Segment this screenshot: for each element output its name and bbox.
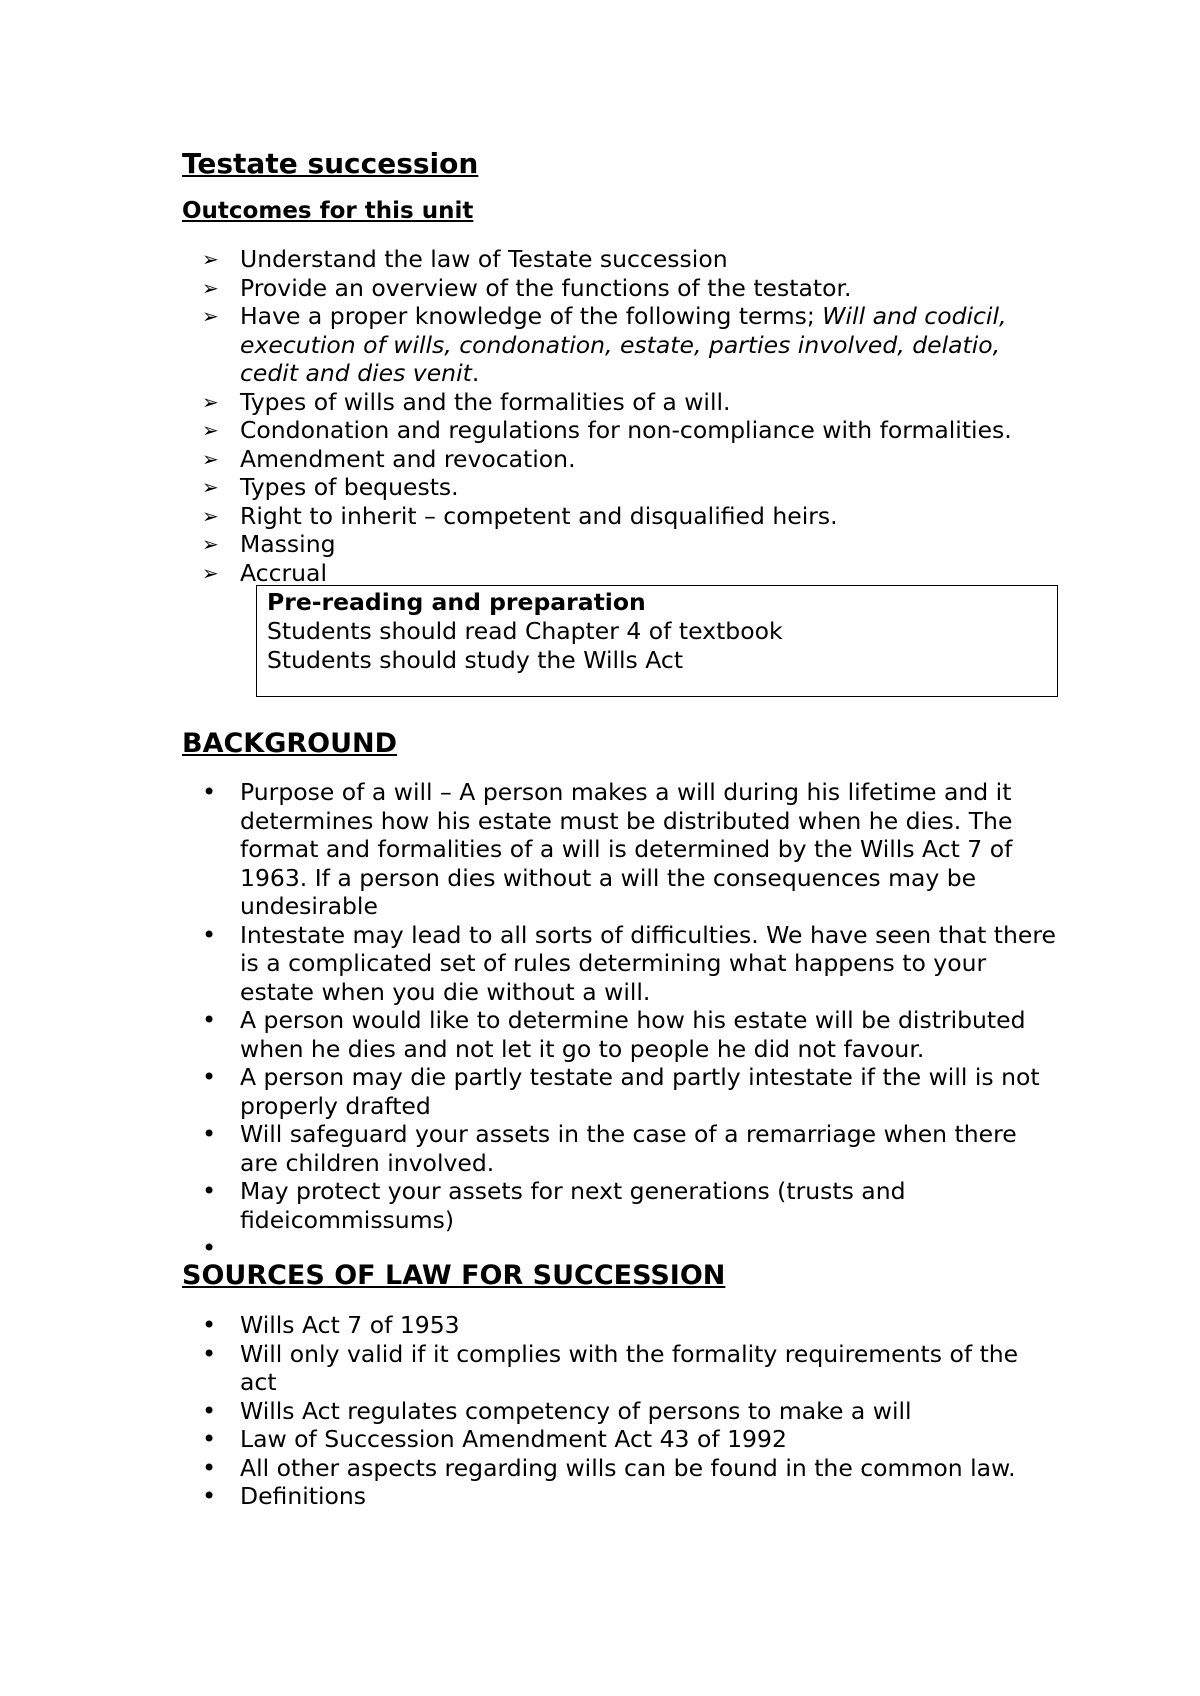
list-item: • Will only valid if it complies with the formality requirements of the act	[202, 1339, 1019, 1396]
page-title: Testate succession	[182, 147, 479, 180]
list-item: ➢ Amendment and revocation.	[202, 444, 576, 473]
bullet-icon: •	[202, 1234, 217, 1262]
arrow-bullet-icon: ➢	[202, 418, 219, 442]
list-item: • May protect your assets for next generations (trusts and fideicommissums)	[202, 1177, 906, 1234]
list-item: • Intestate may lead to all sorts of difficulties. We have seen that there is a complicated set of rules determining what happens to your estate when you die without a will.	[202, 920, 1056, 1006]
bullet-icon: •	[202, 1311, 217, 1339]
arrow-bullet-icon: ➢	[202, 446, 219, 471]
list-item: ➢ Provide an overview of the functions of the testator.	[202, 273, 852, 302]
list-item: • A person may die partly testate and partly intestate if the will is not properly drafted	[202, 1063, 1040, 1120]
list-item: ➢ Condonation and regulations for non-compliance with formalities.	[202, 416, 1012, 444]
outcomes-heading: Outcomes for this unit	[182, 198, 474, 224]
bullet-icon: •	[202, 1453, 217, 1482]
list-item: • Will safeguard your assets in the case of a remarriage when there are children involved.	[202, 1120, 1017, 1177]
list-item: ➢ Types of bequests.	[202, 473, 459, 501]
outcomes-list	[0, 245, 1060, 587]
prereading-line: Students should study the Wills Act	[267, 646, 684, 674]
list-item: ➢ Have a proper knowledge of the following terms; Will and codicil, execution of wills, condonation, estate, parties involved, delatio, cedit and dies venit.	[202, 302, 1007, 387]
background-heading: BACKGROUND	[182, 728, 398, 759]
prereading-box	[256, 585, 1058, 697]
bullet-icon: •	[202, 920, 217, 949]
list-item: ➢ Massing	[202, 530, 336, 558]
sources-heading: SOURCES OF LAW FOR SUCCESSION	[182, 1260, 726, 1291]
arrow-bullet-icon: ➢	[202, 275, 219, 300]
prereading-line: Students should read Chapter 4 of textbook	[267, 617, 783, 645]
list-item: • Law of Succession Amendment Act 43 of 1992	[202, 1425, 787, 1453]
key-terms: Will and codicil, execution of wills, condonation, estate, parties involved, delatio, cedit and dies venit	[240, 302, 1007, 387]
list-item: • Wills Act 7 of 1953	[202, 1311, 460, 1339]
bullet-icon: •	[202, 1339, 217, 1368]
arrow-bullet-icon: ➢	[202, 560, 219, 585]
bullet-icon: •	[202, 1006, 217, 1034]
list-item: ➢ Right to inherit – competent and disqualified heirs.	[202, 501, 838, 530]
list-item: ➢ Types of wills and the formalities of a will.	[202, 387, 731, 416]
arrow-bullet-icon: ➢	[202, 532, 219, 556]
bullet-icon: •	[202, 1063, 217, 1091]
arrow-bullet-icon: ➢	[202, 389, 219, 414]
arrow-bullet-icon: ➢	[202, 503, 219, 528]
background-list	[0, 778, 1060, 1263]
sources-list	[0, 1311, 1060, 1511]
bullet-icon: •	[202, 778, 217, 806]
list-item: ➢ Accrual	[202, 558, 327, 587]
bullet-icon: •	[202, 1482, 217, 1510]
arrow-bullet-icon: ➢	[202, 247, 219, 271]
arrow-bullet-icon: ➢	[202, 304, 219, 328]
list-item: • A person would like to determine how his estate will be distributed when he dies and not let it go to people he did not favour.	[202, 1006, 1026, 1063]
bullet-icon: •	[202, 1177, 217, 1205]
bullet-icon: •	[202, 1425, 217, 1453]
list-item: • Wills Act regulates competency of persons to make a will	[202, 1396, 912, 1425]
prereading-heading: Pre-reading and preparation	[267, 588, 646, 616]
list-item: • Definitions	[202, 1482, 367, 1510]
list-item: • All other aspects regarding wills can be found in the common law.	[202, 1453, 1016, 1482]
bullet-icon: •	[202, 1396, 217, 1425]
list-item: • Purpose of a will – A person makes a will during his lifetime and it determines how his estate must be distributed when he dies. The format and formalities of a will is determined by the Wills Act 7 of 1963. If a person dies without a will the consequences may be undesirable	[202, 778, 1013, 920]
bullet-icon: •	[202, 1120, 217, 1148]
arrow-bullet-icon: ➢	[202, 475, 219, 499]
list-item: ➢ Understand the law of Testate succession	[202, 245, 728, 273]
